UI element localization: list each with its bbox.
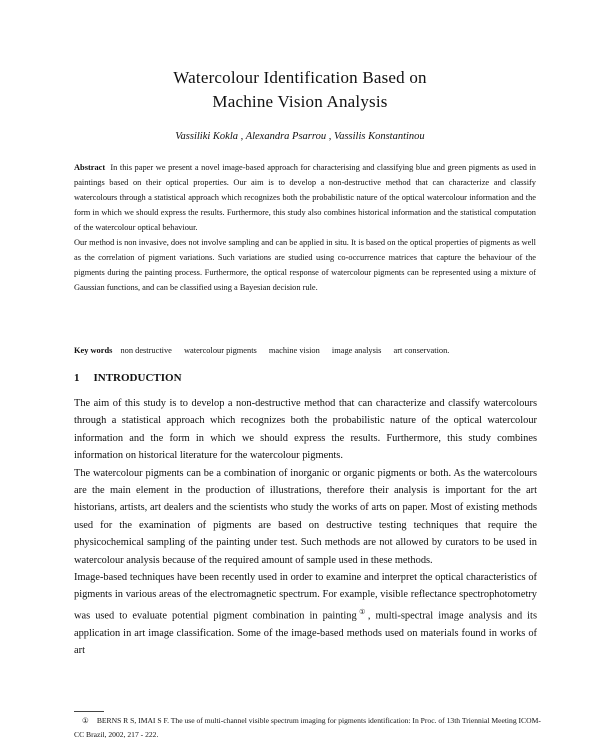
- abstract-paragraph-2: Our method is non invasive, does not involve sampling and can be applied in situ. It is based on the optical properties of pigments as well as the correlation of pigment variations. Such variations are studied using co-occurrence matrices that capture the behaviour of the pigments during the painting process. Furthermore, the optical response of watercolour pigments can be represented using a mixture of Gaussian functions, and can be classified using a Bayesian decision rule.: [74, 238, 536, 292]
- abstract-block: [74, 160, 536, 295]
- footnote: [74, 714, 544, 742]
- footnote-ref: ①: [356, 607, 368, 616]
- body-paragraph-2: The watercolour pigments can be a combination of inorganic or organic pigments or both. As the watercolours are the main element in the production of illustrations, therefore their analysis is important for the art historians, artists, art dealers and the scientists who study the works of arts on paper. Most of existing methods used for the examination of pigments are based on destructive testing techniques that require the physicochemical sampling of the painting under test. Such methods are not allowed by curators to be used in watercolour analysis because of the required amount of sample used in these methods.: [74, 467, 537, 566]
- title-line-1: Watercolour Identification Based on: [173, 68, 427, 87]
- abstract-label: Abstract: [74, 163, 106, 172]
- section-title: INTRODUCTION: [93, 372, 182, 384]
- author-list: Vassiliki Kokla , Alexandra Psarrou , Vassilis Konstantinou: [175, 131, 425, 142]
- body-paragraph-3-end: , multi-spectral image analysis and its application in art image classification. Some of the image-based methods used on materials found in works of art: [74, 610, 537, 657]
- abstract-paragraph-1: [74, 160, 536, 235]
- footnote-divider: [74, 711, 104, 712]
- section-number: 1: [74, 372, 80, 384]
- keyword-item: non destructive: [120, 346, 172, 355]
- footnote-mark: ①: [82, 716, 89, 725]
- footnote-text: BERNS R S, IMAI S F. The use of multi-channel visible spectrum imaging for pigments identification: In Proc. of 13th Triennial Meeting ICOM-CC Brazil, 2002, 217 - 222.: [74, 716, 541, 739]
- paper-title: [0, 66, 600, 114]
- keyword-item: watercolour pigments: [183, 346, 257, 355]
- keywords-line: [74, 346, 544, 355]
- body-paragraph-3-start: Image-based techniques have been recently used in order to examine and interpret the optical characteristics of pigments in various areas of the electromagnetic spectrum. For example, visible reflectance spectrophotometry was used to evaluate potential pigment combination in painting: [74, 572, 537, 622]
- body-paragraph-3: [74, 569, 537, 660]
- body-text: [74, 395, 537, 660]
- keyword-item: machine vision: [268, 346, 320, 355]
- body-paragraph-1: The aim of this study is to develop a non-destructive method that can characterize and classify watercolours through a statistical approach which recognizes both the probabilistic nature of the optical watercolour information and the form in which we should express the results. Furthermore, this study combines information on historical literature for the watercolour pigments.: [74, 398, 537, 462]
- keywords-label: Key words: [74, 346, 113, 355]
- title-line-2: Machine Vision Analysis: [212, 92, 388, 111]
- section-heading: [74, 372, 196, 384]
- keyword-item: art conservation.: [393, 346, 450, 355]
- abstract-text-1: In this paper we present a novel image-based approach for characterising and classifying blue and green pigments as used in paintings based on their optical properties. Our aim is to develop a non-destructive method that can characterize and classify watercolours through a statistical approach which recognizes both the probabilistic nature of the optical watercolour information and the form in which we should express the results. Furthermore, this study also combines historical information and the statistical computation of the watercolour optical behaviour.: [74, 163, 536, 232]
- keyword-item: image analysis: [331, 346, 382, 355]
